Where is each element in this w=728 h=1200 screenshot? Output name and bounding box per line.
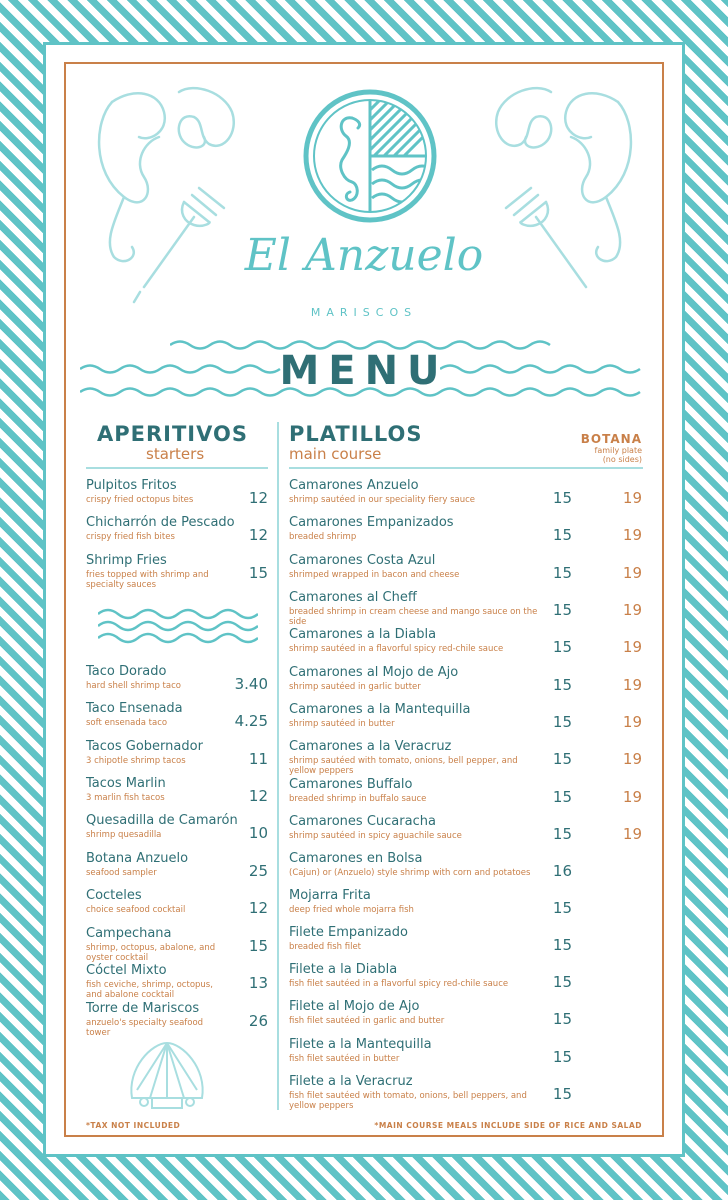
platillo-botana-price: 19 — [622, 489, 642, 507]
aperitivo-name: Shrimp Fries — [86, 553, 167, 568]
aperitivo-price: 15 — [248, 937, 268, 955]
platillo-description: shrimp sautéed in a flavorful spicy red-chile sauce — [289, 644, 504, 654]
platillo-botana-price: 19 — [622, 788, 642, 806]
platillo-botana-price: 19 — [622, 564, 642, 582]
aperitivos-title: APERITIVOS — [97, 422, 248, 446]
aperitivo-description: 3 marlin fish tacos — [86, 793, 165, 803]
aperitivo-price: 12 — [248, 899, 268, 917]
platillo-name: Filete a la Mantequilla — [289, 1037, 432, 1052]
platillo-description: breaded shrimp in cream cheese and mango sauce on the side — [289, 607, 538, 627]
platillo-name: Filete a la Diabla — [289, 962, 398, 977]
platillo-description: breaded fish filet — [289, 942, 362, 952]
platillo-description: shrimped wrapped in bacon and cheese — [289, 570, 460, 580]
aperitivo-price: 12 — [248, 526, 268, 544]
brand-name: El Anzuelo — [244, 230, 484, 281]
platillo-description: shrimp sautéed in spicy aguachile sauce — [289, 831, 462, 841]
platillo-price: 15 — [552, 1085, 572, 1103]
platillo-name: Camarones en Bolsa — [289, 851, 423, 866]
platillo-name: Camarones Cucaracha — [289, 814, 436, 829]
aperitivo-name: Taco Dorado — [86, 664, 167, 679]
platillo-description: fish filet sautéed in garlic and butter — [289, 1016, 445, 1026]
platillo-name: Filete Empanizado — [289, 925, 408, 940]
platillo-botana-price: 19 — [622, 638, 642, 656]
platillo-description: fish filet sautéed with tomato, onions, bell peppers, and yellow peppers — [289, 1091, 527, 1111]
aperitivo-description: 3 chipotle shrimp tacos — [86, 756, 186, 766]
aperitivo-name: Taco Ensenada — [86, 701, 183, 716]
aperitivo-description: shrimp quesadilla — [86, 830, 162, 840]
wave-divider-icon — [98, 604, 258, 646]
platillo-name: Camarones Anzuelo — [289, 478, 419, 493]
platillo-name: Filete a la Veracruz — [289, 1074, 413, 1089]
platillo-description: shrimp sautéed in butter — [289, 719, 395, 729]
seahorse-logo-icon — [302, 88, 438, 224]
platillo-price: 15 — [552, 788, 572, 806]
aperitivo-description: seafood sampler — [86, 868, 157, 878]
platillo-price: 15 — [552, 973, 572, 991]
platillo-price: 16 — [552, 862, 572, 880]
shell-icon — [122, 1038, 212, 1114]
platillo-price: 15 — [552, 825, 572, 843]
footer-rice-note: *MAIN COURSE MEALS INCLUDE SIDE OF RICE AND SALAD — [374, 1121, 642, 1130]
platillo-description: shrimp sautéed with tomato, onions, bell pepper, and yellow peppers — [289, 756, 518, 776]
footer-tax-note: *TAX NOT INCLUDED — [86, 1121, 181, 1130]
aperitivo-description: fish ceviche, shrimp, octopus, and abalone cocktail — [86, 980, 213, 1000]
platillo-name: Camarones Costa Azul — [289, 553, 436, 568]
platillo-botana-price: 19 — [622, 750, 642, 768]
aperitivo-description: anzuelo's specialty seafood tower — [86, 1018, 204, 1038]
aperitivo-name: Campechana — [86, 926, 172, 941]
platillo-price: 15 — [552, 564, 572, 582]
menu-title: MENU — [279, 348, 449, 394]
platillo-description: (Cajun) or (Anzuelo) style shrimp with corn and potatoes — [289, 868, 531, 878]
aperitivo-price: 11 — [248, 750, 268, 768]
platillo-price: 15 — [552, 1048, 572, 1066]
platillo-price: 15 — [552, 601, 572, 619]
aperitivo-price: 10 — [248, 824, 268, 842]
platillo-description: shrimp sautéed in our speciality fiery sauce — [289, 495, 476, 505]
aperitivo-description: soft ensenada taco — [86, 718, 168, 728]
aperitivo-price: 26 — [248, 1012, 268, 1030]
aperitivo-price: 3.40 — [234, 675, 268, 693]
platillo-name: Camarones al Cheff — [289, 590, 417, 605]
platillo-price: 15 — [552, 899, 572, 917]
platillo-botana-price: 19 — [622, 676, 642, 694]
aperitivo-name: Quesadilla de Camarón — [86, 813, 238, 828]
platillo-price: 15 — [552, 676, 572, 694]
aperitivos-subtitle: starters — [146, 445, 205, 463]
botana-subtitle: family plate (no sides) — [594, 446, 642, 464]
aperitivo-description: fries topped with shrimp and specialty sauces — [86, 570, 209, 590]
aperitivo-name: Pulpitos Fritos — [86, 478, 177, 493]
aperitivo-price: 25 — [248, 862, 268, 880]
aperitivo-name: Cocteles — [86, 888, 142, 903]
aperitivo-price: 4.25 — [234, 712, 268, 730]
aperitivos-rule — [86, 467, 268, 469]
platillo-name: Camarones al Mojo de Ajo — [289, 665, 459, 680]
platillo-price: 15 — [552, 526, 572, 544]
aperitivo-name: Chicharrón de Pescado — [86, 515, 235, 530]
platillos-rule — [289, 467, 643, 469]
platillo-name: Camarones Buffalo — [289, 777, 413, 792]
aperitivo-name: Cóctel Mixto — [86, 963, 167, 978]
aperitivo-description: hard shell shrimp taco — [86, 681, 181, 691]
platillo-description: deep fried whole mojarra fish — [289, 905, 414, 915]
platillo-description: fish filet sautéed in a flavorful spicy red-chile sauce — [289, 979, 509, 989]
aperitivo-price: 12 — [248, 787, 268, 805]
octopus-fork-right-icon — [486, 82, 646, 332]
platillo-botana-price: 19 — [622, 601, 642, 619]
platillo-name: Mojarra Frita — [289, 888, 371, 903]
platillos-title: PLATILLOS — [289, 422, 423, 446]
platillo-price: 15 — [552, 713, 572, 731]
platillo-name: Camarones Empanizados — [289, 515, 454, 530]
aperitivo-price: 15 — [248, 564, 268, 582]
platillo-price: 15 — [552, 936, 572, 954]
aperitivo-price: 12 — [248, 489, 268, 507]
aperitivo-name: Tacos Marlin — [86, 776, 166, 791]
platillo-botana-price: 19 — [622, 713, 642, 731]
platillo-price: 15 — [552, 750, 572, 768]
platillos-subtitle: main course — [289, 445, 382, 463]
platillo-price: 15 — [552, 489, 572, 507]
aperitivo-description: crispy fried octopus bites — [86, 495, 194, 505]
platillo-price: 15 — [552, 1010, 572, 1028]
aperitivo-description: crispy fried fish bites — [86, 532, 175, 542]
platillo-description: fish filet sautéed in butter — [289, 1054, 400, 1064]
aperitivo-name: Botana Anzuelo — [86, 851, 189, 866]
platillo-description: shrimp sautéed in garlic butter — [289, 682, 421, 692]
platillo-botana-price: 19 — [622, 825, 642, 843]
aperitivo-description: choice seafood cocktail — [86, 905, 186, 915]
platillo-name: Filete al Mojo de Ajo — [289, 999, 420, 1014]
botana-title: BOTANA — [580, 432, 642, 446]
aperitivo-name: Torre de Mariscos — [86, 1001, 200, 1016]
platillo-name: Camarones a la Diabla — [289, 627, 437, 642]
platillo-name: Camarones a la Veracruz — [289, 739, 452, 754]
platillo-price: 15 — [552, 638, 572, 656]
aperitivo-description: shrimp, octopus, abalone, and oyster cocktail — [86, 943, 216, 963]
platillo-botana-price: 19 — [622, 526, 642, 544]
column-divider — [277, 422, 279, 1110]
octopus-fork-left-icon — [84, 82, 244, 332]
botana-header — [581, 432, 642, 464]
aperitivo-name: Tacos Gobernador — [86, 739, 203, 754]
platillo-description: breaded shrimp in buffalo sauce — [289, 794, 427, 804]
aperitivo-price: 13 — [248, 974, 268, 992]
platillo-name: Camarones a la Mantequilla — [289, 702, 471, 717]
brand-tagline: MARISCOS — [310, 306, 418, 319]
platillo-description: breaded shrimp — [289, 532, 357, 542]
